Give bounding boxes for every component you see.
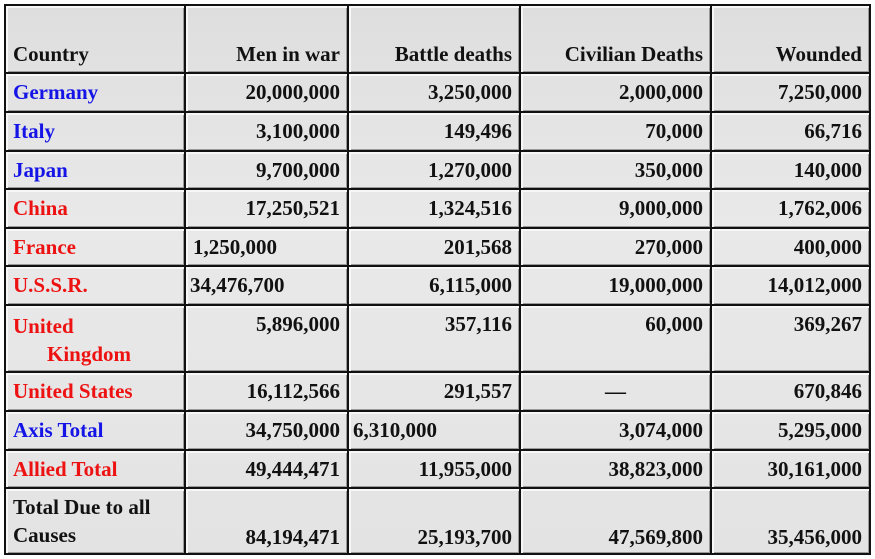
battle-deaths-cell: 357,116 [349,306,521,373]
header-row [4,4,871,74]
men-cell: 34,750,000 [186,412,349,451]
civilian-deaths-cell: 9,000,000 [521,190,712,229]
table-row [4,267,871,306]
country-cell: Japan [4,152,186,190]
men-cell: 1,250,000 [186,229,349,267]
men-cell: 9,700,000 [186,152,349,190]
header-country: Country [4,4,186,74]
civilian-deaths-cell: — [521,373,712,412]
country-cell: China [4,190,186,229]
men-cell: 3,100,000 [186,113,349,152]
men-cell: 49,444,471 [186,451,349,489]
country-line-1: United [13,314,74,338]
battle-deaths-cell: 6,115,000 [349,267,521,306]
battle-deaths-cell: 201,568 [349,229,521,267]
battle-deaths-cell: 25,193,700 [349,489,521,555]
header-battle-deaths: Battle deaths [349,4,521,74]
country-cell: Axis Total [4,412,186,451]
table-row [4,451,871,489]
civilian-deaths-cell: 270,000 [521,229,712,267]
men-cell: 17,250,521 [186,190,349,229]
battle-deaths-cell: 291,557 [349,373,521,412]
battle-deaths-cell: 3,250,000 [349,74,521,113]
civilian-deaths-cell: 60,000 [521,306,712,373]
civilian-deaths-cell: 47,569,800 [521,489,712,555]
country-line-1: Total Due to all [13,495,151,519]
table-row [4,190,871,229]
battle-deaths-cell: 149,496 [349,113,521,152]
men-cell: 16,112,566 [186,373,349,412]
wounded-cell: 5,295,000 [712,412,871,451]
table-row [4,489,871,555]
country-cell [4,306,186,373]
header-civilian-deaths: Civilian Deaths [521,4,712,74]
wounded-cell: 30,161,000 [712,451,871,489]
civilian-deaths-cell: 70,000 [521,113,712,152]
civilian-deaths-cell: 19,000,000 [521,267,712,306]
country-cell: France [4,229,186,267]
country-cell: United States [4,373,186,412]
wounded-cell: 400,000 [712,229,871,267]
civilian-deaths-cell: 38,823,000 [521,451,712,489]
table-row [4,373,871,412]
country-cell [4,489,186,555]
country-cell: Germany [4,74,186,113]
table-row [4,412,871,451]
battle-deaths-cell: 1,324,516 [349,190,521,229]
battle-deaths-cell: 1,270,000 [349,152,521,190]
table-row [4,74,871,113]
country-cell: Italy [4,113,186,152]
civilian-deaths-cell: 3,074,000 [521,412,712,451]
country-cell: Allied Total [4,451,186,489]
men-cell: 5,896,000 [186,306,349,373]
wounded-cell: 66,716 [712,113,871,152]
battle-deaths-cell: 6,310,000 [349,412,521,451]
wounded-cell: 14,012,000 [712,267,871,306]
country-cell: U.S.S.R. [4,267,186,306]
wounded-cell: 140,000 [712,152,871,190]
civilian-deaths-cell: 350,000 [521,152,712,190]
table-row [4,113,871,152]
table-row [4,152,871,190]
ww2-casualties-table [4,4,871,555]
table-row [4,229,871,267]
men-cell: 20,000,000 [186,74,349,113]
civilian-deaths-cell: 2,000,000 [521,74,712,113]
wounded-cell: 7,250,000 [712,74,871,113]
header-men-in-war: Men in war [186,4,349,74]
men-cell: 34,476,700 [186,267,349,306]
wounded-cell: 670,846 [712,373,871,412]
country-line-2: Kingdom [47,342,132,366]
wounded-cell: 35,456,000 [712,489,871,555]
country-line-2: Causes [13,523,77,547]
header-wounded: Wounded [712,4,871,74]
wounded-cell: 369,267 [712,306,871,373]
wounded-cell: 1,762,006 [712,190,871,229]
table-row [4,306,871,373]
battle-deaths-cell: 11,955,000 [349,451,521,489]
men-cell: 84,194,471 [186,489,349,555]
